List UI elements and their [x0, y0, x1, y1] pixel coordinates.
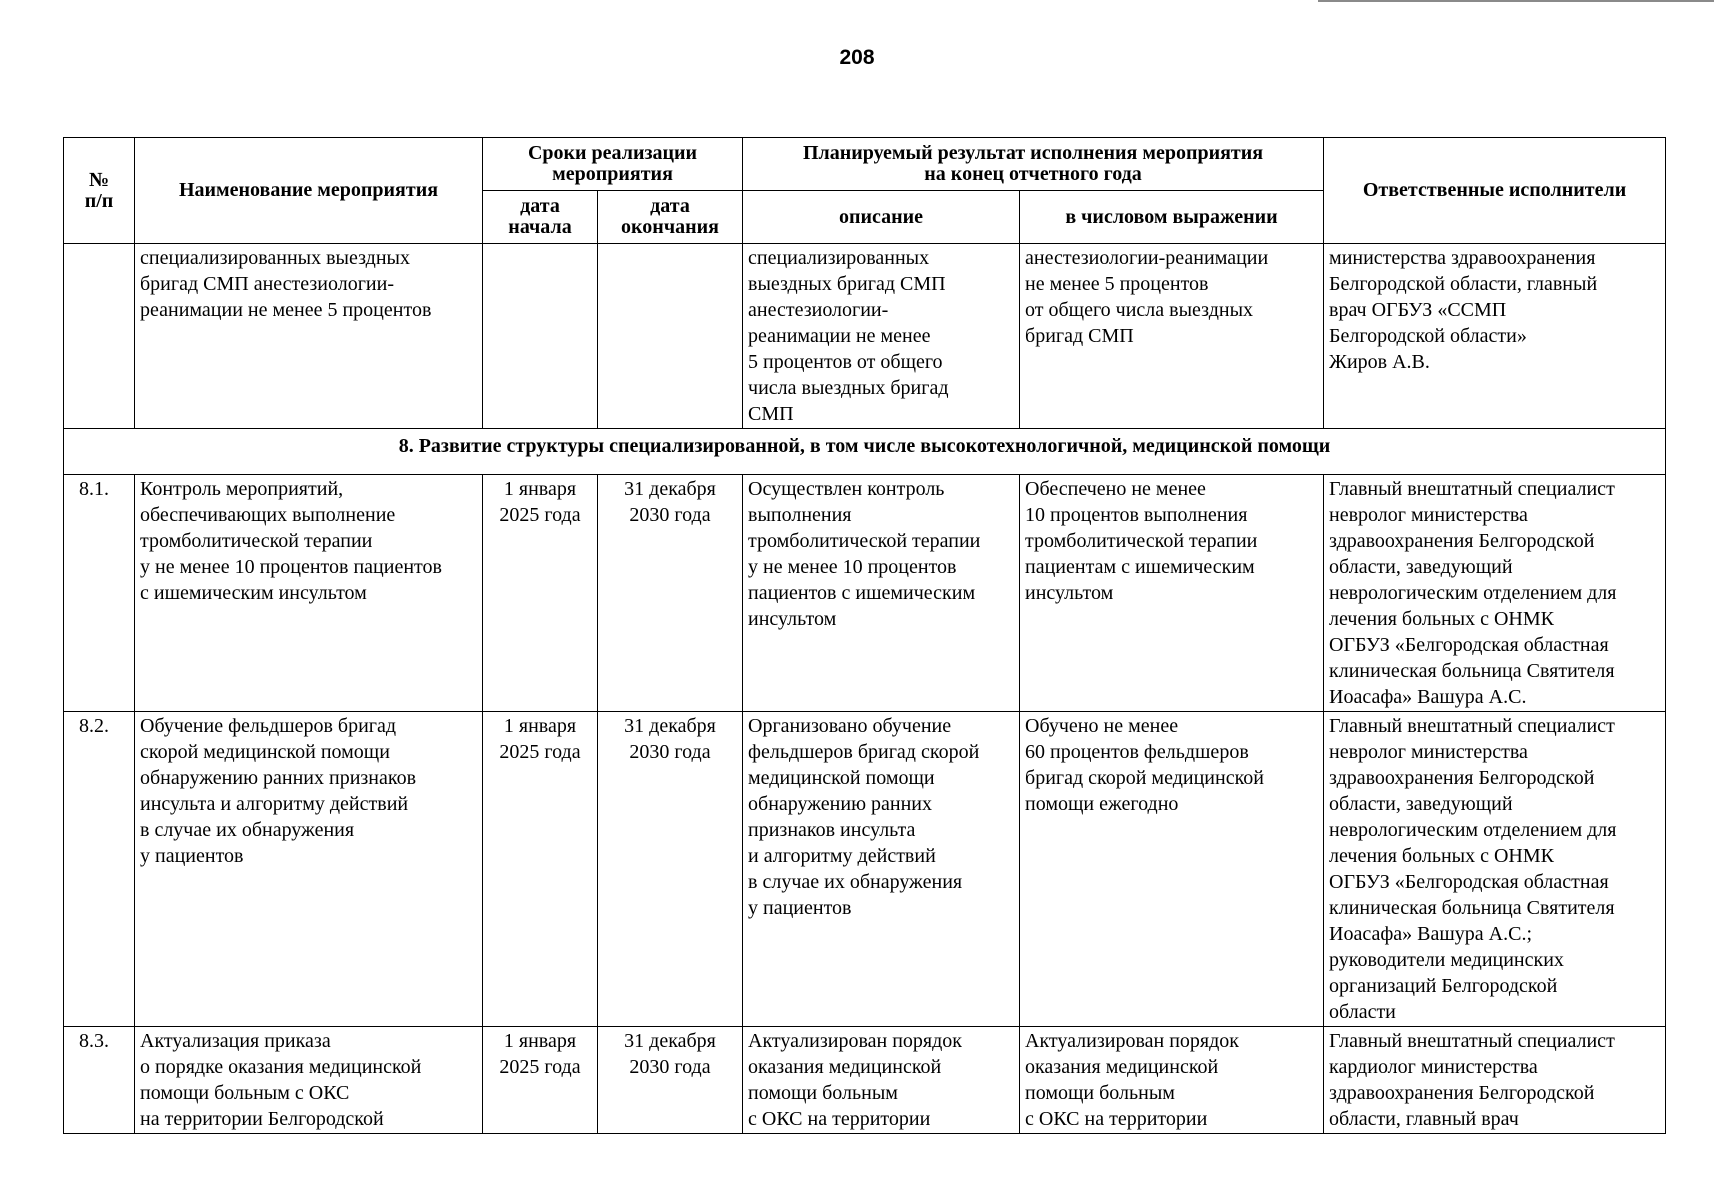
- cell-responsible: министерства здравоохранения Белгородской области, главный врач ОГБУЗ «ССМП Белгородской области» Жиров А.В.: [1324, 244, 1666, 429]
- top-edge-line: [1318, 0, 1714, 2]
- cell-end: 31 декабря 2030 года: [598, 475, 743, 712]
- cell-num: 8.2.: [64, 712, 135, 1027]
- header-description: описание: [743, 191, 1020, 244]
- cell-start: 1 января 2025 года: [483, 475, 598, 712]
- section-row: [64, 429, 1666, 475]
- cell-numeric: Актуализирован порядок оказания медицинской помощи больным с ОКС на территории: [1020, 1027, 1324, 1134]
- header-row: [64, 138, 1666, 191]
- table-row: [64, 1027, 1666, 1134]
- cell-num: 8.1.: [64, 475, 135, 712]
- cell-end: [598, 244, 743, 429]
- cell-responsible: Главный внештатный специалист невролог министерства здравоохранения Белгородской области, заведующий неврологическим отделением для лечения больных с ОНМК ОГБУЗ «Белгородская областная клиническая больница Святителя Иоасафа» Вашура А.С.; руководители медицинских организаций Белгородской области: [1324, 712, 1666, 1027]
- section-title: 8. Развитие структуры специализированной, в том числе высокотехнологичной, медицинской помощи: [64, 429, 1666, 475]
- cell-name: Актуализация приказа о порядке оказания медицинской помощи больным с ОКС на территории Белгородской: [135, 1027, 483, 1134]
- cell-description: Организовано обучение фельдшеров бригад скорой медицинской помощи обнаружению ранних признаков инсульта и алгоритму действий в случае их обнаружения у пациентов: [743, 712, 1020, 1027]
- cell-name: Обучение фельдшеров бригад скорой медицинской помощи обнаружению ранних признаков инсульта и алгоритму действий в случае их обнаружения у пациентов: [135, 712, 483, 1027]
- cell-end: 31 декабря 2030 года: [598, 712, 743, 1027]
- table-row: [64, 712, 1666, 1027]
- cell-description: специализированных выездных бригад СМП анестезиологии- реанимации не менее 5 процентов от общего числа выездных бригад СМП: [743, 244, 1020, 429]
- header-start: дата начала: [483, 191, 598, 244]
- cell-name: Контроль мероприятий, обеспечивающих выполнение тромболитической терапии у не менее 10 процентов пациентов с ишемическим инсультом: [135, 475, 483, 712]
- cell-responsible: Главный внештатный специалист кардиолог министерства здравоохранения Белгородской области, главный врач: [1324, 1027, 1666, 1134]
- cell-numeric: Обеспечено не менее 10 процентов выполнения тромболитической терапии пациентам с ишемическим инсультом: [1020, 475, 1324, 712]
- cell-description: Актуализирован порядок оказания медицинской помощи больным с ОКС на территории: [743, 1027, 1020, 1134]
- header-result: Планируемый результат исполнения мероприятия на конец отчетного года: [743, 138, 1324, 191]
- cell-end: 31 декабря 2030 года: [598, 1027, 743, 1134]
- cell-start: 1 января 2025 года: [483, 712, 598, 1027]
- cell-responsible: Главный внештатный специалист невролог министерства здравоохранения Белгородской области, заведующий неврологическим отделением для лечения больных с ОНМК ОГБУЗ «Белгородская областная клиническая больница Святителя Иоасафа» Вашура А.С.: [1324, 475, 1666, 712]
- header-numeric: в числовом выражении: [1020, 191, 1324, 244]
- cell-start: [483, 244, 598, 429]
- cell-num: [64, 244, 135, 429]
- cell-description: Осуществлен контроль выполнения тромболитической терапии у не менее 10 процентов пациентов с ишемическим инсультом: [743, 475, 1020, 712]
- cell-num: 8.3.: [64, 1027, 135, 1134]
- table-row-continuation: [64, 244, 1666, 429]
- activities-table: [63, 137, 1666, 1134]
- table-row: [64, 475, 1666, 712]
- cell-numeric: анестезиологии-реанимации не менее 5 процентов от общего числа выездных бригад СМП: [1020, 244, 1324, 429]
- header-responsible: Ответственные исполнители: [1324, 138, 1666, 244]
- header-end: дата окончания: [598, 191, 743, 244]
- cell-name: специализированных выездных бригад СМП анестезиологии- реанимации не менее 5 процентов: [135, 244, 483, 429]
- cell-numeric: Обучено не менее 60 процентов фельдшеров бригад скорой медицинской помощи ежегодно: [1020, 712, 1324, 1027]
- page-number: 208: [839, 46, 875, 69]
- header-name: Наименование мероприятия: [135, 138, 483, 244]
- header-dates: Сроки реализации мероприятия: [483, 138, 743, 191]
- header-num: № п/п: [64, 138, 135, 244]
- cell-start: 1 января 2025 года: [483, 1027, 598, 1134]
